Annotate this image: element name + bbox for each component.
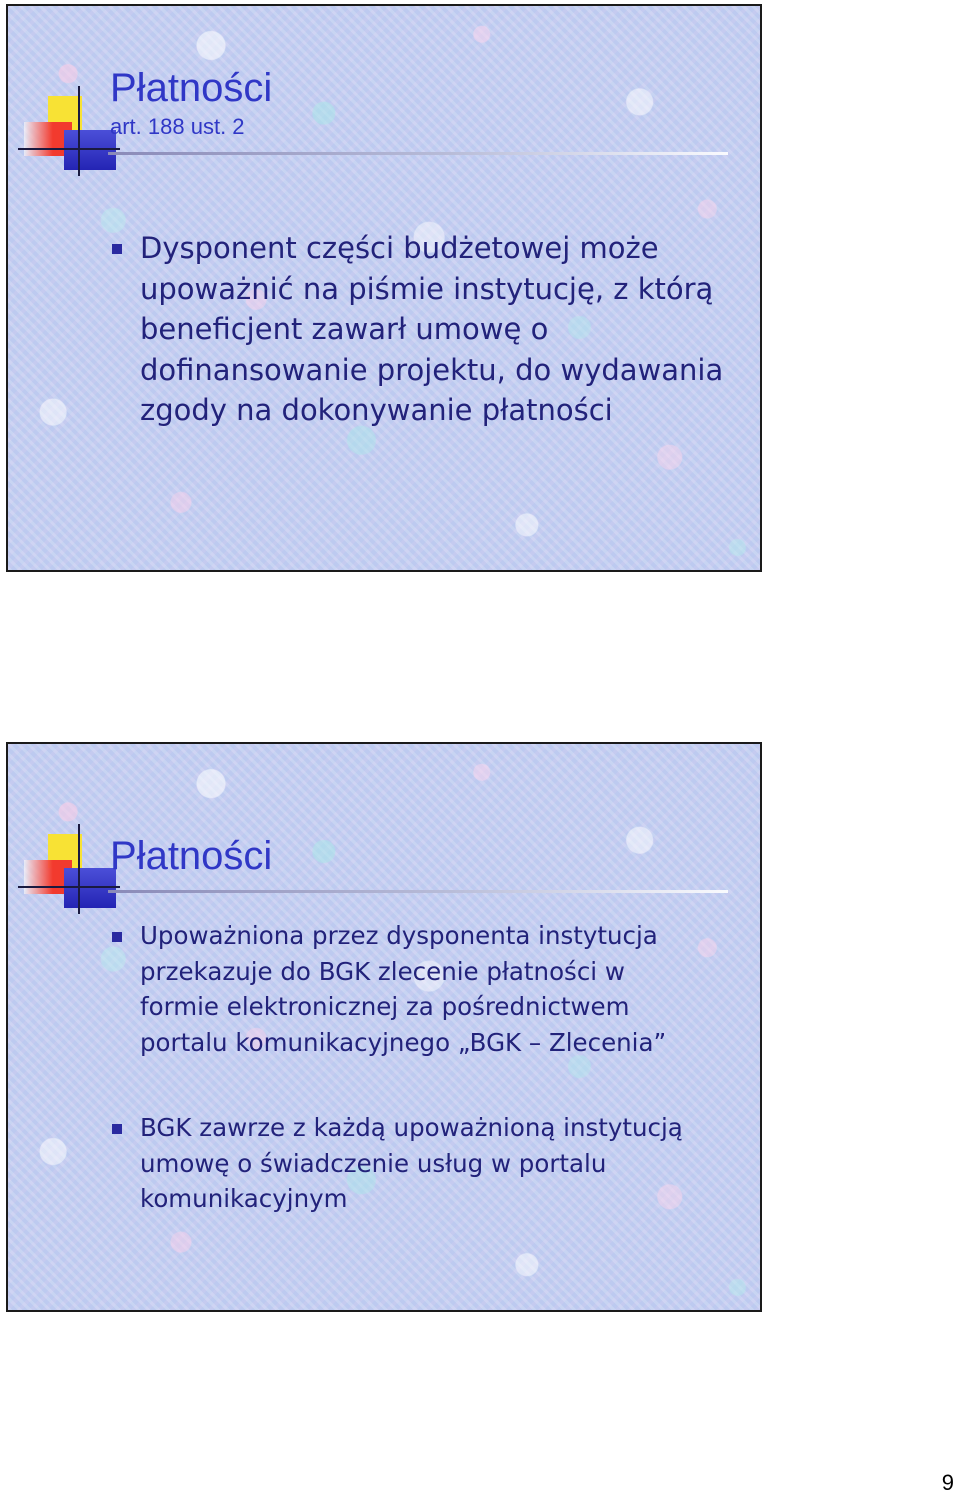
bullet-line: portalu komunikacyjnego „BGK – Zlecenia”	[140, 1027, 667, 1057]
slide-1	[6, 4, 762, 572]
bullet-line: zgody na dokonywanie płatności	[140, 393, 613, 427]
blue-square	[64, 868, 116, 908]
bullet-list	[8, 918, 683, 1217]
logo-horizontal-line	[18, 886, 120, 888]
bullet-list	[8, 228, 723, 431]
blue-square	[64, 130, 116, 170]
title-divider	[108, 152, 728, 155]
bullet-line: przekazuje do BGK zlecenie płatności w	[140, 956, 625, 986]
bullet-line: Dysponent części budżetowej może	[140, 231, 659, 265]
bullet-line: umowę o świadczenie usług w portalu	[140, 1148, 607, 1178]
bullet-line: upoważnić na piśmie instytucję, z którą	[140, 271, 714, 306]
bullet-line: Upoważniona przez dysponenta instytucja	[140, 921, 658, 950]
colored-squares-logo-icon	[18, 824, 120, 914]
slide-2	[6, 742, 762, 1312]
slide-title: Płatności	[110, 834, 273, 878]
bullet-line: dofinansowanie projektu, do wydawania	[140, 352, 724, 387]
square-bullet-icon	[112, 932, 122, 942]
bullet-line: komunikacyjnym	[140, 1184, 348, 1213]
logo-horizontal-line	[18, 148, 120, 150]
title-divider	[108, 890, 728, 893]
square-bullet-icon	[112, 244, 122, 254]
bullet-line: beneficjent zawarł umowę o	[140, 312, 549, 346]
page-number: 9	[941, 1470, 954, 1495]
bullet-line: BGK zawrze z każdą upoważnioną instytucją	[140, 1113, 683, 1142]
bullet-item	[8, 1110, 683, 1217]
logo-vertical-line	[78, 824, 80, 914]
bullet-item	[8, 228, 723, 431]
bullet-line: formie elektronicznej za pośrednictwem	[140, 992, 630, 1021]
slide-subtitle: art. 188 ust. 2	[110, 114, 245, 139]
colored-squares-logo-icon	[18, 86, 120, 176]
square-bullet-icon	[112, 1124, 122, 1134]
logo-vertical-line	[78, 86, 80, 176]
bullet-item	[8, 918, 683, 1060]
slide-title: Płatności	[110, 66, 273, 110]
